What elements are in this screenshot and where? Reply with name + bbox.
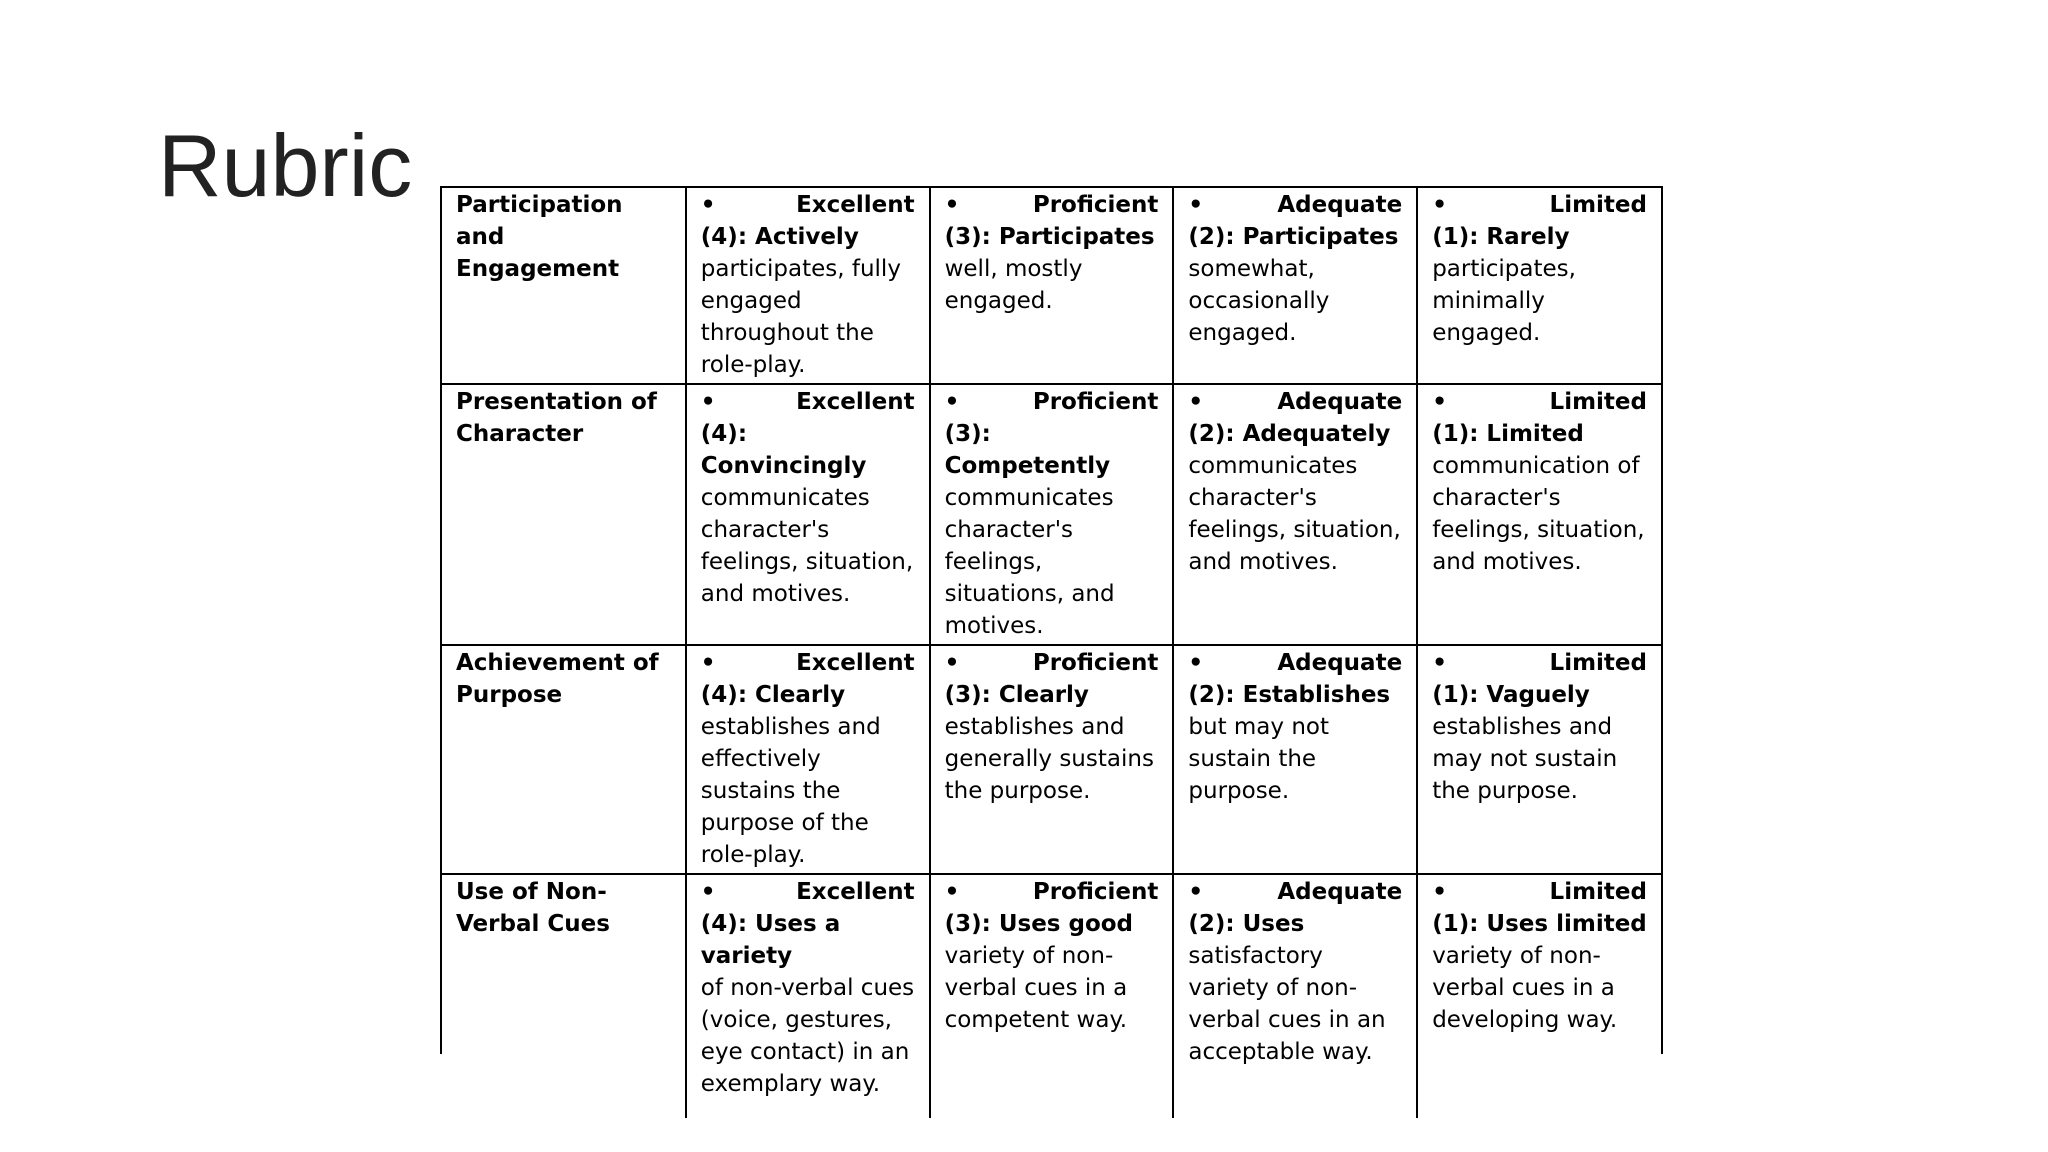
level-score: (1): Rarely xyxy=(1432,224,1570,250)
level-score: (4): Convincingly xyxy=(700,421,867,479)
criterion-cell xyxy=(442,188,686,384)
level-description: satisfactory variety of non-verbal cues in an acceptable way. xyxy=(1188,943,1386,1065)
level-score: (1): Uses limited xyxy=(1432,911,1647,937)
bullet: • xyxy=(1432,389,1447,415)
level-label: Adequate xyxy=(1277,879,1403,905)
level-description: establishes and may not sustain the purpose. xyxy=(1432,714,1618,804)
level-cell-excellent xyxy=(686,874,930,1118)
table-row xyxy=(442,874,1661,1118)
criterion-label: Achievement of Purpose xyxy=(456,650,659,708)
level-score: (2): Establishes xyxy=(1188,682,1391,708)
level-label: Proficient xyxy=(1032,650,1159,676)
bullet: • xyxy=(1188,650,1204,676)
level-score: (1): Vaguely xyxy=(1432,682,1590,708)
rubric-table xyxy=(442,188,1661,1118)
level-label: Adequate xyxy=(1277,389,1403,415)
level-description: communicates character's feelings, situation, and motives. xyxy=(1188,453,1401,575)
level-description: establishes and effectively sustains the purpose of the role-play. xyxy=(700,714,881,868)
level-description: communicates character's feelings, situation, and motives. xyxy=(700,485,914,607)
level-description: variety of non-verbal cues in a developing way. xyxy=(1432,943,1618,1033)
bullet: • xyxy=(700,879,716,905)
level-label: Limited xyxy=(1549,192,1647,218)
level-score: (2): Uses xyxy=(1188,911,1305,937)
level-cell-proficient xyxy=(930,384,1174,645)
level-cell-limited xyxy=(1417,874,1661,1118)
level-description: participates, minimally engaged. xyxy=(1432,256,1576,346)
level-description: well, mostly engaged. xyxy=(944,256,1083,314)
bullet: • xyxy=(944,879,960,905)
level-score: (2): Adequately xyxy=(1188,421,1391,447)
level-label: Limited xyxy=(1549,650,1647,676)
bullet: • xyxy=(700,650,716,676)
level-label: Excellent xyxy=(796,879,915,905)
level-description: of non-verbal cues (voice, gestures, eye contact) in an exemplary way. xyxy=(700,975,915,1097)
bullet: • xyxy=(944,650,960,676)
bullet: • xyxy=(1432,650,1447,676)
level-cell-excellent xyxy=(686,645,930,874)
level-label: Excellent xyxy=(796,389,915,415)
level-cell-limited xyxy=(1417,384,1661,645)
table-row xyxy=(442,645,1661,874)
level-description: communication of character's feelings, situation, and motives. xyxy=(1432,453,1645,575)
level-label: Excellent xyxy=(796,650,915,676)
criterion-cell xyxy=(442,874,686,1118)
criterion-cell xyxy=(442,645,686,874)
level-label: Adequate xyxy=(1277,192,1403,218)
level-cell-excellent xyxy=(686,188,930,384)
level-score: (4): Clearly xyxy=(700,682,846,708)
bullet: • xyxy=(1188,192,1204,218)
bullet: • xyxy=(1188,879,1204,905)
level-cell-adequate xyxy=(1173,645,1417,874)
level-cell-proficient xyxy=(930,188,1174,384)
level-cell-proficient xyxy=(930,645,1174,874)
level-cell-limited xyxy=(1417,188,1661,384)
level-score: (2): Participates xyxy=(1188,224,1399,250)
level-label: Proficient xyxy=(1032,389,1159,415)
level-label: Limited xyxy=(1549,879,1647,905)
bullet: • xyxy=(944,192,960,218)
rubric-table-container xyxy=(440,186,1663,1097)
criterion-label: Participation and Engagement xyxy=(456,192,623,282)
level-label: Proficient xyxy=(1032,879,1159,905)
level-score: (3): Participates xyxy=(944,224,1155,250)
criterion-label: Presentation of Character xyxy=(456,389,657,447)
level-cell-adequate xyxy=(1173,188,1417,384)
level-cell-adequate xyxy=(1173,384,1417,645)
level-description: but may not sustain the purpose. xyxy=(1188,714,1329,804)
level-score: (4): Actively xyxy=(700,224,859,250)
bullet: • xyxy=(700,389,716,415)
level-description: establishes and generally sustains the purpose. xyxy=(944,714,1154,804)
level-description: communicates character's feelings, situations, and motives. xyxy=(944,485,1115,639)
level-score: (3): Clearly xyxy=(944,682,1089,708)
bullet: • xyxy=(1432,879,1447,905)
level-cell-limited xyxy=(1417,645,1661,874)
bullet: • xyxy=(944,389,960,415)
level-description: variety of non-verbal cues in a competent way. xyxy=(944,943,1128,1033)
table-row xyxy=(442,384,1661,645)
level-label: Excellent xyxy=(796,192,915,218)
criterion-label: Use of Non-Verbal Cues xyxy=(456,879,610,937)
table-row xyxy=(442,188,1661,384)
level-cell-proficient xyxy=(930,874,1174,1118)
level-score: (3): Uses good xyxy=(944,911,1134,937)
level-cell-adequate xyxy=(1173,874,1417,1118)
level-score: (3): Competently xyxy=(944,421,1111,479)
level-score: (4): Uses a variety xyxy=(700,911,841,969)
level-label: Adequate xyxy=(1277,650,1403,676)
level-description: participates, fully engaged throughout the role-play. xyxy=(700,256,901,378)
level-cell-excellent xyxy=(686,384,930,645)
bullet: • xyxy=(1188,389,1204,415)
level-description: somewhat, occasionally engaged. xyxy=(1188,256,1330,346)
level-label: Proficient xyxy=(1032,192,1159,218)
slide-title: Rubric xyxy=(158,116,413,215)
level-label: Limited xyxy=(1549,389,1647,415)
bullet: • xyxy=(1432,192,1447,218)
bullet: • xyxy=(700,192,716,218)
level-score: (1): Limited xyxy=(1432,421,1584,447)
criterion-cell xyxy=(442,384,686,645)
